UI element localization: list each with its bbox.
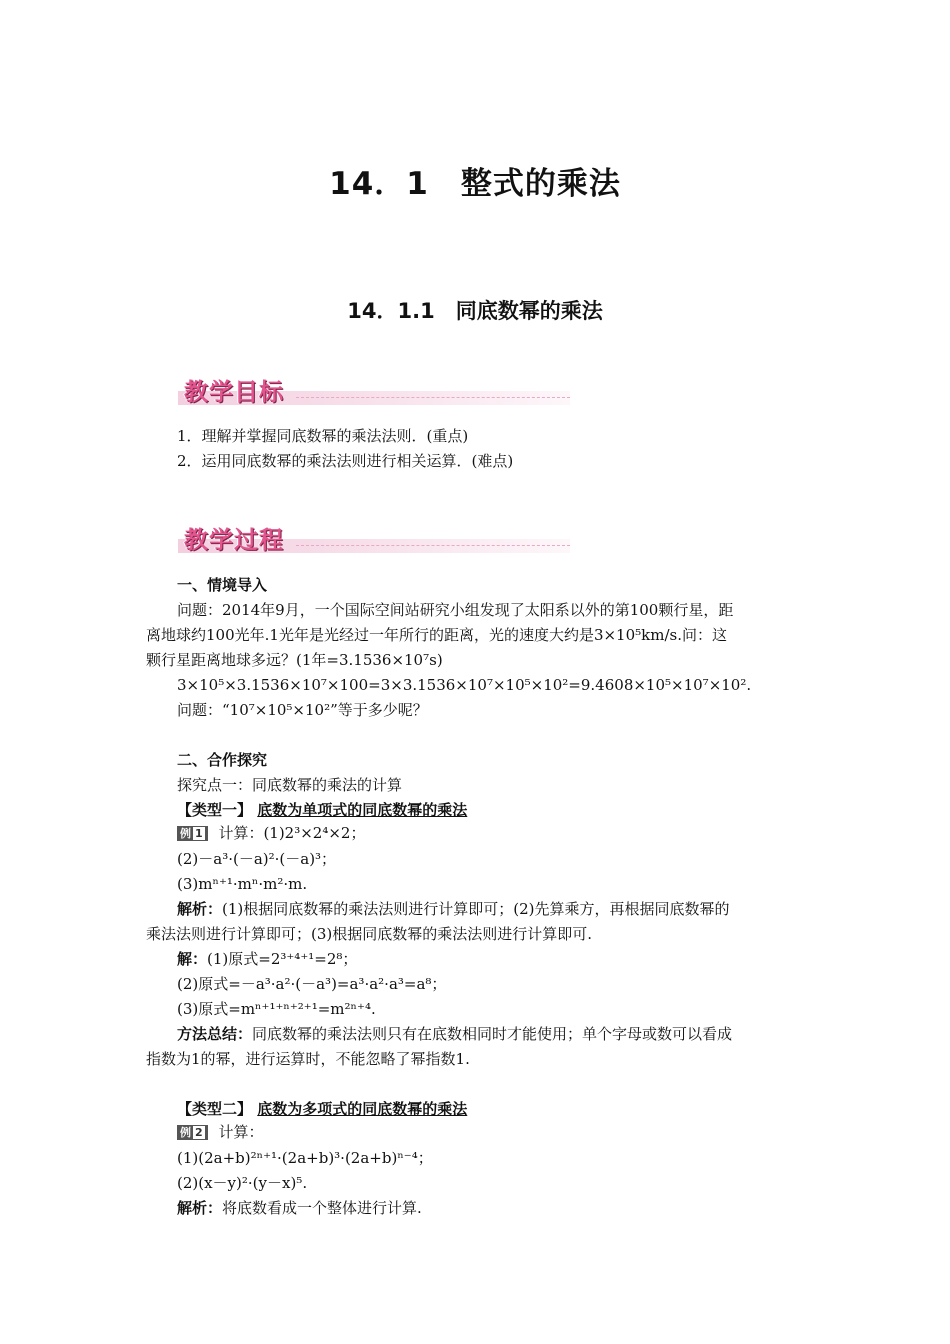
section-subtitle: 14．1.1 同底数幂的乘法: [347, 299, 603, 323]
solution-label: 解：: [177, 950, 208, 968]
analysis-text: (1)根据同底数幂的乘法法则进行计算即可；(2)先算乘方，再根据同底数幂的: [222, 900, 730, 918]
example-text: (3)mⁿ⁺¹·mⁿ·m²·m.: [177, 875, 308, 893]
question-text: 问题：“10⁷×10⁵×10²”等于多少呢？: [177, 701, 428, 719]
problem-text: 离地球约100光年.1光年是光经过一年所行的距离，光的速度大约是3×10⁵km/s.问：这: [146, 626, 727, 644]
type1-title: 底数为单项式的同底数幂的乘法: [257, 801, 468, 819]
problem-text: 颗行星距离地球多远？(1年=3.1536×10⁷s): [146, 651, 443, 669]
summary-label: 方法总结：: [177, 1025, 253, 1043]
analysis-label: 解析：: [177, 900, 223, 918]
part1-heading: 一、情境导入: [177, 576, 268, 594]
page-title: 14．1 整式的乘法: [329, 166, 621, 202]
example-1: [177, 821, 837, 845]
solution-text: (3)原式=mⁿ⁺¹⁺ⁿ⁺²⁺¹=m²ⁿ⁺⁴.: [177, 1000, 376, 1018]
calc-text: 3×10⁵×3.1536×10⁷×100=3×3.1536×10⁷×10⁵×10²=9.4608×10⁵×10⁷×10².: [177, 676, 752, 694]
process-banner-label: 教学过程: [184, 526, 284, 554]
type2-heading: [177, 1097, 837, 1121]
banner-dash: [296, 397, 570, 399]
type2-title: 底数为多项式的同底数幂的乘法: [257, 1100, 468, 1118]
process-banner: [178, 520, 570, 554]
type1-bracket: 【类型一】: [177, 801, 253, 819]
part2-heading: 二、合作探究: [177, 751, 268, 769]
analysis-text: 乘法法则进行计算即可；(3)根据同底数幂的乘法法则进行计算即可.: [146, 925, 593, 943]
example-text: 计算：(1)2³×2⁴×2；: [218, 824, 366, 842]
objective-item: 1．理解并掌握同底数幂的乘法法则．(重点): [177, 427, 469, 445]
type1-heading: [177, 798, 837, 822]
summary-text: 指数为1的幂，进行运算时，不能忽略了幂指数1.: [146, 1050, 470, 1068]
explore-point: 探究点一：同底数幂的乘法的计算: [177, 776, 403, 794]
analysis-text: 将底数看成一个整体进行计算.: [222, 1199, 422, 1217]
banner-dash: [296, 545, 570, 547]
example-text: (2)－a³·(－a)²·(－a)³；: [177, 850, 337, 868]
example-text: (2)(x－y)²·(y－x)⁵.: [177, 1174, 308, 1192]
example-text: (1)(2a+b)²ⁿ⁺¹·(2a+b)³·(2a+b)ⁿ⁻⁴；: [177, 1149, 433, 1167]
example-text: 计算：: [218, 1123, 264, 1141]
summary-text: 同底数幂的乘法法则只有在底数相同时才能使用；单个字母或数可以看成: [252, 1025, 733, 1043]
analysis-1: [177, 897, 837, 921]
objectives-banner: [178, 372, 570, 406]
solution-text: (2)原式=－a³·a²·(－a³)=a³·a²·a³=a⁸；: [177, 975, 447, 993]
summary: [177, 1022, 837, 1046]
analysis-2: [177, 1196, 837, 1220]
objective-item: 2．运用同底数幂的乘法法则进行相关运算．(难点): [177, 452, 514, 470]
problem-text: 问题：2014年9月，一个国际空间站研究小组发现了太阳系以外的第100颗行星，距: [177, 601, 734, 619]
type2-bracket: 【类型二】: [177, 1100, 253, 1118]
solution-text: (1)原式=2³⁺⁴⁺¹=2⁸；: [207, 950, 358, 968]
analysis-label: 解析：: [177, 1199, 223, 1217]
objectives-banner-label: 教学目标: [184, 378, 284, 406]
example-badge: 例 2: [177, 1125, 208, 1140]
solution-1: [177, 947, 837, 971]
example-badge: 例 1: [177, 826, 208, 841]
example-2: [177, 1120, 837, 1144]
